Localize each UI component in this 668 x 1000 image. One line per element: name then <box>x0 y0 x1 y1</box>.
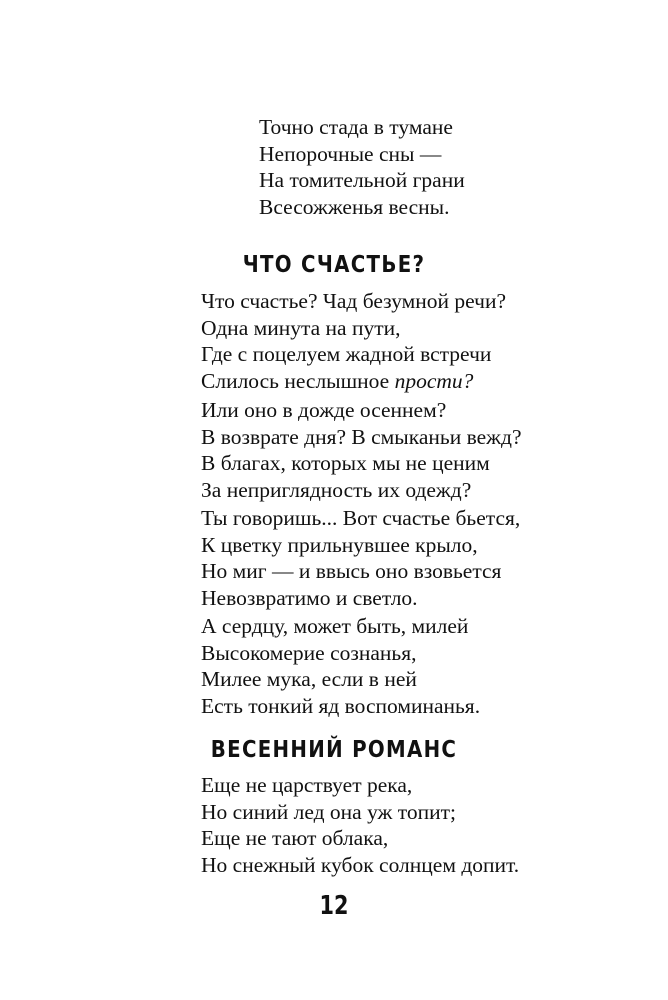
poem-line: В возврате дня? В смыканьи вежд? <box>201 424 522 449</box>
italic-word: прости? <box>394 368 474 393</box>
poem-line: Непорочные сны — <box>259 141 442 166</box>
poem-line: Но миг — и ввысь оно взовьется <box>201 559 502 583</box>
poem-line: Есть тонкий яд воспоминанья. <box>201 693 481 718</box>
poem-title: ЧТО СЧАСТЬЕ? <box>242 252 426 278</box>
poem-line: Невозвратимо и светло. <box>201 585 418 610</box>
line-text: Слилось неслышное <box>201 368 395 393</box>
poem-line: Одна минута на пути, <box>201 315 401 340</box>
poem-line: Высокомерие сознанья, <box>201 640 417 665</box>
stanza <box>201 505 520 611</box>
stanza <box>201 613 480 719</box>
stanza <box>201 772 519 878</box>
poem-line <box>201 368 506 395</box>
poem-line: Точно стада в тумане <box>259 115 453 139</box>
stanza <box>201 288 506 394</box>
poem-line: Но синий лед она уж топит; <box>201 799 457 824</box>
poem-line: В благах, которых мы не ценим <box>201 451 490 475</box>
continuation-stanza <box>259 114 465 220</box>
poem-line: За неприглядность их одежд? <box>201 477 472 502</box>
poem-line: Но снежный кубок солнцем допит. <box>201 852 520 877</box>
poem-line: Еще не царствует река, <box>201 773 413 797</box>
poem-line: На томительной грани <box>259 168 465 192</box>
poem-line: Милее мука, если в ней <box>201 667 417 691</box>
page-number: 12 <box>319 891 349 921</box>
poem-line: Что счастье? Чад безумной речи? <box>201 289 507 313</box>
poem-line: Всесожженья весны. <box>259 194 450 219</box>
poem-line: Или оно в дожде осеннем? <box>201 398 447 422</box>
poem-title: ВЕСЕННИЙ РОМАНС <box>210 737 458 763</box>
poem-line: А сердцу, может быть, милей <box>201 614 469 638</box>
poem-line: Еще не тают облака, <box>201 826 389 850</box>
poem-line: Где с поцелуем жадной встречи <box>201 342 492 366</box>
poem-line: Ты говоришь... Вот счастье бьется, <box>201 506 521 530</box>
stanza <box>201 397 521 503</box>
poem-line: К цветку прильнувшее крыло, <box>201 532 478 557</box>
